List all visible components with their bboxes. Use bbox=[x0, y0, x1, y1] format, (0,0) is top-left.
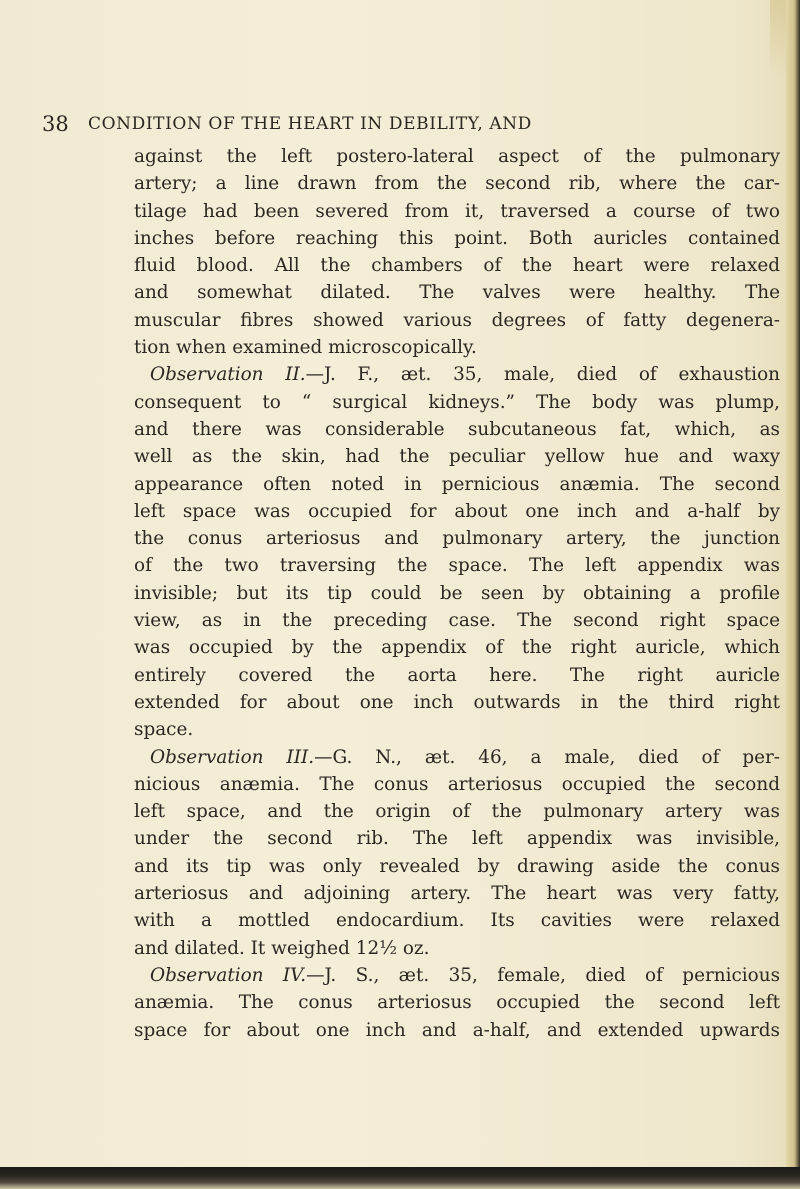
text-line: invisible; but its tip could be seen by obtaining a profile bbox=[134, 582, 780, 604]
text-run: —G. N., æt. 46, a male, died of per- bbox=[314, 746, 780, 768]
text-line: consequent to “ surgical kidneys.” The body was plump, bbox=[134, 391, 780, 413]
text-line: entirely covered the aorta here. The right auricle bbox=[134, 664, 780, 686]
text-line: and somewhat dilated. The valves were healthy. The bbox=[134, 282, 780, 304]
observation-4-line bbox=[134, 962, 780, 989]
text-line: tilage had been severed from it, traversed a course of two bbox=[134, 200, 780, 222]
text-run: —J. F., æt. 35, male, died of exhaustion bbox=[305, 364, 780, 386]
text-line: left space, and the origin of the pulmonary artery was bbox=[134, 801, 780, 823]
text-line: under the second rib. The left appendix was invisible, bbox=[134, 828, 780, 850]
observation-2-heading: Observation II. bbox=[150, 364, 306, 386]
observation-2-line bbox=[134, 361, 780, 388]
observation-4-heading: Observation IV. bbox=[150, 964, 307, 986]
scan-bottom-edge bbox=[0, 1167, 800, 1189]
text-line: and dilated. It weighed 12½ oz. bbox=[134, 937, 430, 959]
text-line: anæmia. The conus arteriosus occupied the second left bbox=[134, 992, 780, 1014]
text-line: arteriosus and adjoining artery. The heart was very fatty, bbox=[134, 883, 780, 905]
text-line: with a mottled endocardium. Its cavities were relaxed bbox=[134, 910, 780, 932]
text-run: —J. S., æt. 35, female, died of pernicious bbox=[306, 964, 781, 986]
body-text bbox=[134, 143, 780, 1044]
text-line: was occupied by the appendix of the right auricle, which bbox=[134, 637, 780, 659]
observation-3-line bbox=[134, 744, 780, 771]
text-line: against the left postero-lateral aspect of the pulmonary bbox=[134, 146, 780, 167]
text-line: tion when examined microscopically. bbox=[134, 337, 477, 359]
text-line: of the two traversing the space. The left appendix was bbox=[134, 555, 780, 577]
text-line: artery; a line drawn from the second rib, where the car- bbox=[134, 173, 780, 195]
text-line: and its tip was only revealed by drawing aside the conus bbox=[134, 855, 780, 877]
running-head: CONDITION OF THE HEART IN DEBILITY, AND bbox=[88, 114, 532, 134]
page-edge bbox=[786, 0, 800, 1189]
text-line: and there was considerable subcutaneous fat, which, as bbox=[134, 418, 780, 440]
text-line: muscular fibres showed various degrees of fatty degenera- bbox=[134, 309, 780, 331]
page-header bbox=[0, 112, 800, 142]
text-line: left space was occupied for about one inch and a-half by bbox=[134, 500, 780, 522]
text-line: the conus arteriosus and pulmonary artery, the junction bbox=[134, 528, 780, 550]
text-line: view, as in the preceding case. The second right space bbox=[134, 610, 780, 632]
text-line: fluid blood. All the chambers of the heart were relaxed bbox=[134, 255, 780, 277]
text-line: space for about one inch and a-half, and extended upwards bbox=[134, 1019, 780, 1041]
page-number: 38 bbox=[42, 112, 69, 136]
text-line: extended for about one inch outwards in the third right bbox=[134, 691, 780, 713]
text-line: appearance often noted in pernicious anæmia. The second bbox=[134, 473, 780, 495]
text-line: nicious anæmia. The conus arteriosus occupied the second bbox=[134, 773, 780, 795]
text-line: inches before reaching this point. Both auricles contained bbox=[134, 227, 780, 249]
text-line: well as the skin, had the peculiar yellow hue and waxy bbox=[134, 446, 780, 468]
text-line: space. bbox=[134, 719, 194, 741]
observation-3-heading: Observation III. bbox=[150, 746, 315, 768]
